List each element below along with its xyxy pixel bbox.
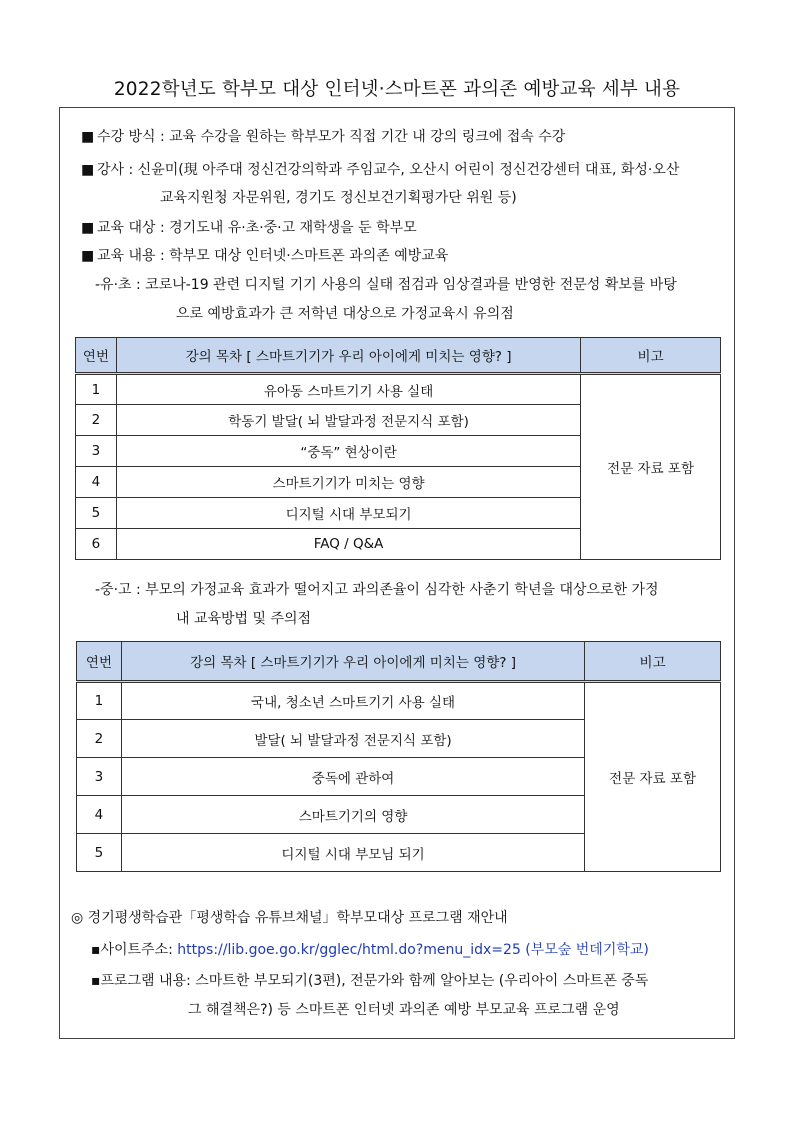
table-row [77, 682, 721, 720]
middle-desc-line1: -중·고 : 부모의 가정교육 효과가 떨어지고 과의존율이 심각한 사춘기 학년을 대상으로한 가정 [95, 582, 659, 598]
notice-program-line2: 그 해결책은?) 등 스마트폰 인터넷 과의존 예방 부모교육 프로그램 운영 [188, 1002, 620, 1018]
bullet-text: 강사 : 신윤미(現 아주대 정신건강의학과 주임교수, 오산시 어린이 정신건강센터 대표, 화성·오산 [97, 162, 680, 178]
notice-heading: ◎ 경기평생학습관「평생학습 유튜브채널」학부모대상 프로그램 재안내 [71, 910, 508, 926]
cell-no: 4 [77, 796, 122, 834]
notice-site [91, 940, 649, 960]
middle-lecture-table [76, 641, 721, 872]
square-bullet-icon: ■ [81, 129, 95, 145]
cell-no: 5 [76, 498, 117, 529]
cell-no: 3 [77, 758, 122, 796]
cell-topic: 학동기 발달( 뇌 발달과정 전문지식 포함) [116, 405, 580, 436]
cell-topic: 국내, 청소년 스마트기기 사용 실태 [121, 682, 584, 720]
square-bullet-icon: ■ [81, 162, 95, 178]
cell-no: 1 [77, 682, 122, 720]
cell-topic: “중독” 현상이란 [116, 436, 580, 467]
table-row [76, 374, 721, 405]
middle-desc-line2: 내 교육방법 및 주의점 [176, 611, 312, 627]
cell-topic: 중독에 관하여 [121, 758, 584, 796]
bullet-text: 교육 대상 : 경기도내 유·초·중·고 재학생을 둔 학부모 [97, 220, 417, 236]
col-header-no: 연번 [76, 338, 117, 374]
site-url-link[interactable]: https://lib.goe.go.kr/gglec/html.do?menu_idx=25 (부모숲 번데기학교) [177, 942, 649, 958]
bullet-target [81, 218, 417, 238]
bullet-content [81, 246, 448, 266]
col-header-note: 비고 [585, 642, 721, 682]
col-header-topic: 강의 목차 [ 스마트기기가 우리 아이에게 미치는 영향? ] [116, 338, 580, 374]
cell-topic: 스마트기기가 미치는 영향 [116, 467, 580, 498]
elem-desc-line2: 으로 예방효과가 큰 저학년 대상으로 가정교육시 유의점 [176, 306, 514, 322]
col-header-note: 비고 [581, 338, 721, 374]
bullet-text: 수강 방식 : 교육 수강을 원하는 학부모가 직접 기간 내 강의 링크에 접속 수강 [97, 129, 566, 145]
notice-program-line1: ▪프로그램 내용: 스마트한 부모되기(3편), 전문가와 함께 알아보는 (우리아이 스마트폰 중독 [91, 973, 649, 989]
cell-no: 5 [77, 834, 122, 872]
cell-no: 4 [76, 467, 117, 498]
cell-topic: 유아동 스마트기기 사용 실태 [116, 374, 580, 405]
cell-no: 2 [76, 405, 117, 436]
elem-desc-line1: -유·초 : 코로나-19 관련 디지털 기기 사용의 실태 점검과 임상결과를 반영한 전문성 확보를 바탕 [95, 277, 677, 293]
col-header-no: 연번 [77, 642, 122, 682]
site-label: ▪사이트주소: [91, 942, 178, 958]
cell-topic: 스마트기기의 영향 [121, 796, 584, 834]
cell-no: 6 [76, 529, 117, 560]
cell-topic: 발달( 뇌 발달과정 전문지식 포함) [121, 720, 584, 758]
square-bullet-icon: ■ [81, 220, 95, 236]
bullet-lecturer-cont: 교육지원청 자문위원, 경기도 정신보건기획평가단 위원 등) [160, 190, 517, 206]
cell-topic: 디지털 시대 부모되기 [116, 498, 580, 529]
cell-note: 전문 자료 포함 [581, 374, 721, 560]
cell-topic: 디지털 시대 부모님 되기 [121, 834, 584, 872]
bullet-lecturer [81, 160, 679, 180]
cell-note: 전문 자료 포함 [585, 682, 721, 872]
bullet-course-method [81, 127, 565, 147]
elem-lecture-table [75, 337, 721, 560]
page-title: 2022학년도 학부모 대상 인터넷·스마트폰 과의존 예방교육 세부 내용 [113, 79, 681, 100]
cell-topic: FAQ / Q&A [116, 529, 580, 560]
bullet-text: 교육 내용 : 학부모 대상 인터넷·스마트폰 과의존 예방교육 [97, 248, 449, 264]
col-header-topic: 강의 목차 [ 스마트기기가 우리 아이에게 미치는 영향? ] [121, 642, 584, 682]
square-bullet-icon: ■ [81, 248, 95, 264]
cell-no: 1 [76, 374, 117, 405]
cell-no: 3 [76, 436, 117, 467]
cell-no: 2 [77, 720, 122, 758]
